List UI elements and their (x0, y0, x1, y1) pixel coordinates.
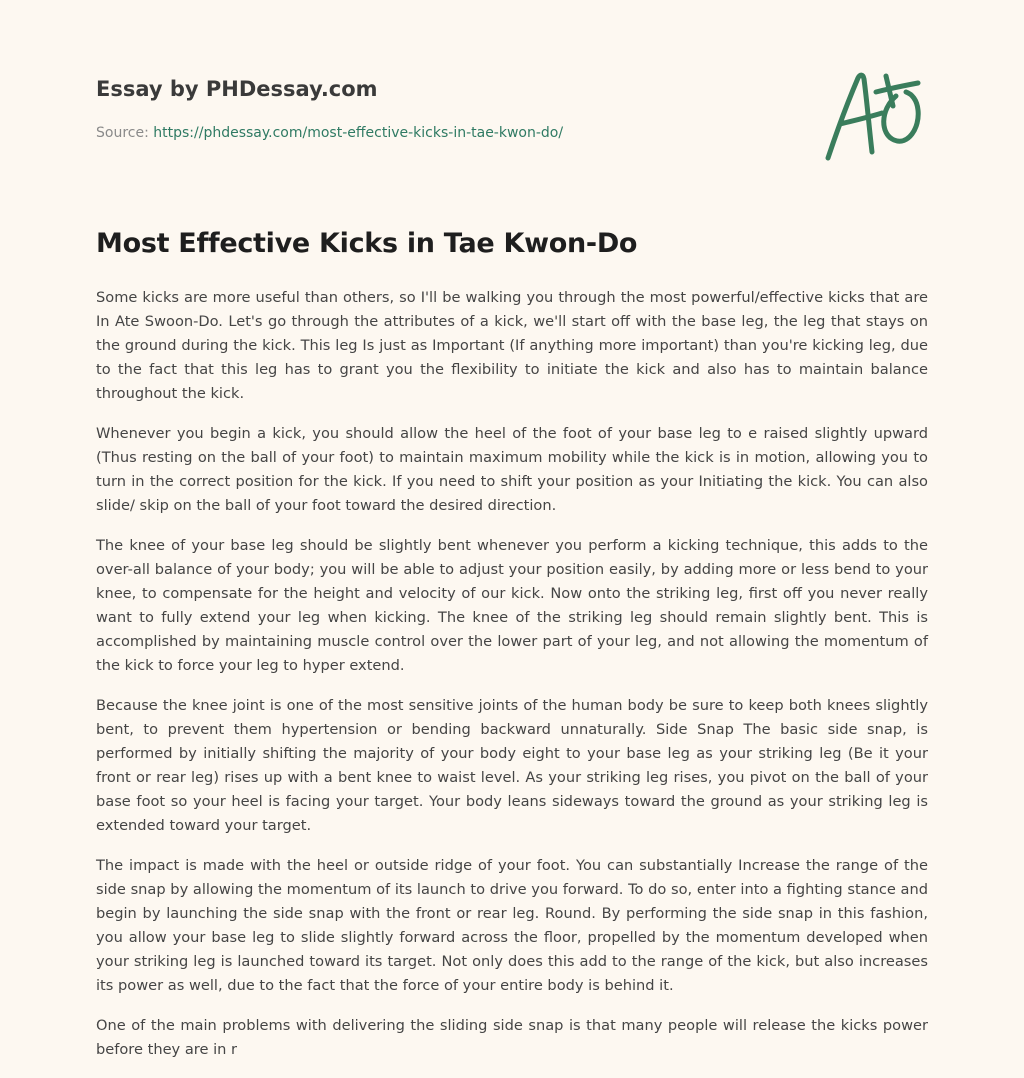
paragraph: One of the main problems with delivering the sliding side snap is that many people will release the kicks power before they are in r (96, 1017, 928, 1058)
paragraph: The knee of your base leg should be slightly bent whenever you perform a kicking technique, this adds to the over-all balance of your body; you will be able to adjust your position easily, by adding more or less bend to your knee, to compensate for the height and velocity of our kick. Now onto the striking leg, first off you never really want to fully extend your leg when kicking. The knee of the striking leg should remain slightly bent. This is accomplished by maintaining muscle control over the lower part of your leg, and not allowing the momentum of the kick to force your leg to hyper extend. (96, 537, 928, 674)
document-title: Most Effective Kicks in Tae Kwon-Do (96, 228, 638, 259)
page-header (96, 72, 796, 143)
source-line (96, 123, 796, 143)
a-plus-grade-logo (822, 66, 930, 164)
document-body (96, 286, 928, 1078)
source-link[interactable]: https://phdessay.com/most-effective-kicks-in-tae-kwon-do/ (153, 125, 564, 141)
a-plus-logo-svg (822, 66, 930, 164)
source-label: Source: (96, 125, 149, 141)
paragraph: Because the knee joint is one of the most sensitive joints of the human body be sure to keep both knees slightly bent, to prevent them hypertension or bending backward unnaturally. Side Snap The basic side snap, is performed by initially shifting the majority of your body eight to your base leg as your striking leg (Be it your front or rear leg) rises up with a bent knee to waist level. As your striking leg rises, you pivot on the ball of your base foot so your heel is facing your target. Your body leans sideways toward the ground as your striking leg is extended toward your target. (96, 697, 928, 834)
paragraph: Some kicks are more useful than others, so I'll be walking you through the most powerful/effective kicks that are In Ate Swoon-Do. Let's go through the attributes of a kick, we'll start off with the base leg, the leg that stays on the ground during the kick. This leg Is just as Important (If anything more important) than you're kicking leg, due to the fact that this leg has to grant you the flexibility to initiate the kick and also has to maintain balance throughout the kick. (96, 289, 928, 402)
paragraph: Whenever you begin a kick, you should allow the heel of the foot of your base leg to e raised slightly upward (Thus resting on the ball of your foot) to maintain maximum mobility while the kick is in motion, allowing you to turn in the correct position for the kick. If you need to shift your position as your Initiating the kick. You can also slide/ skip on the ball of your foot toward the desired direction. (96, 425, 928, 514)
paragraph: The impact is made with the heel or outside ridge of your foot. You can substantially Increase the range of the side snap by allowing the momentum of its launch to drive you forward. To do so, enter into a fighting stance and begin by launching the side snap with the front or rear leg. Round. By performing the side snap in this fashion, you allow your base leg to slide slightly forward across the floor, propelled by the momentum developed when your striking leg is launched toward its target. Not only does this add to the range of the kick, but also increases its power as well, due to the fact that the force of your entire body is behind it. (96, 857, 928, 994)
site-title: Essay by PHDessay.com (96, 77, 378, 101)
